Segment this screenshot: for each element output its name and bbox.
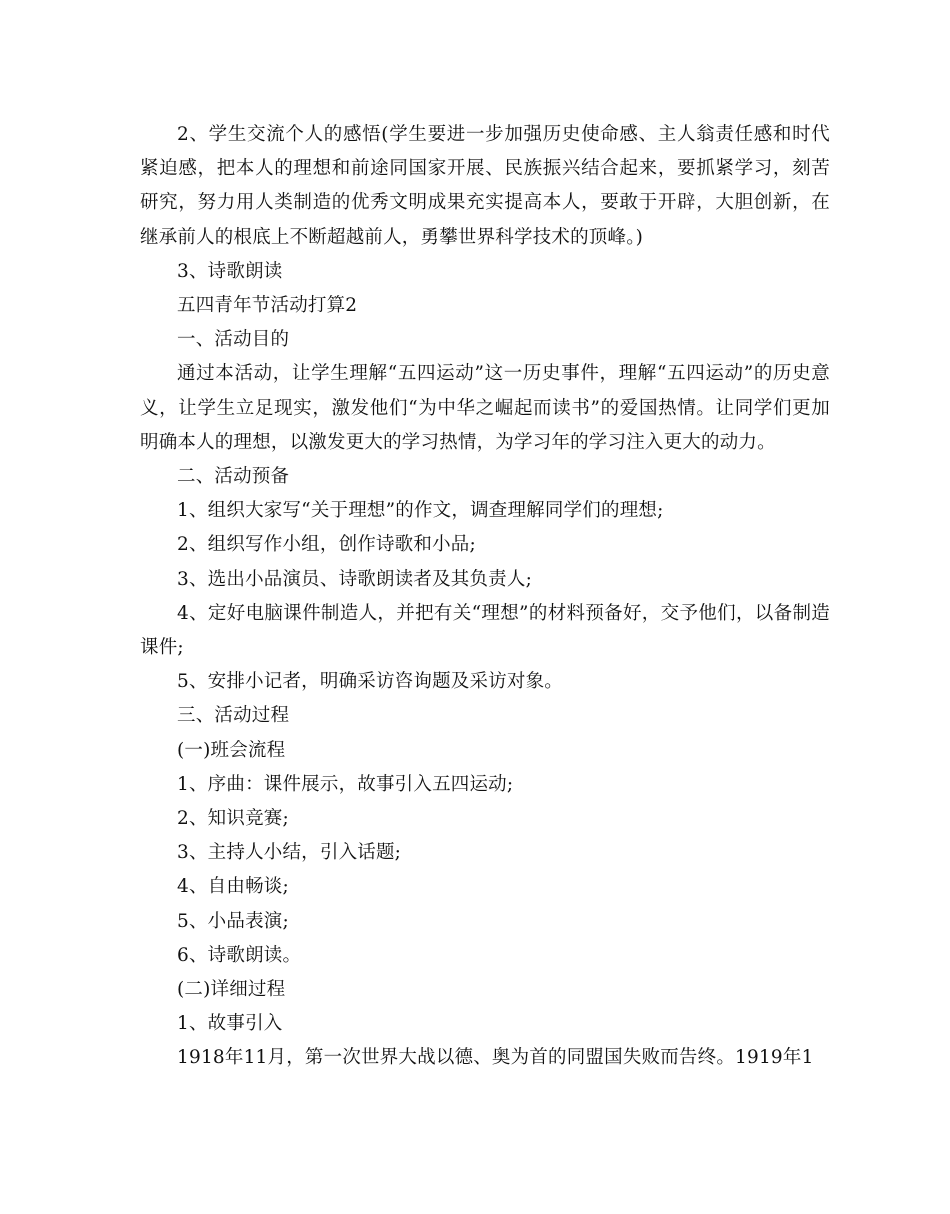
heading-activity-purpose: 一、活动目的 <box>177 329 290 351</box>
section-title-plan-2: 五四青年节活动打算2 <box>177 295 358 317</box>
list-item-prep-1: 1、组织大家写“关于理想”的作文，调查理解同学们的理想; <box>177 500 664 522</box>
list-item-flow-4: 4、自由畅谈; <box>177 876 289 898</box>
list-item-story-intro: 1、故事引入 <box>177 1013 283 1035</box>
list-item-flow-6: 6、诗歌朗读。 <box>177 944 302 966</box>
list-item-flow-1: 1、序曲：课件展示，故事引入五四运动; <box>177 773 514 795</box>
paragraph-history-1918: 1918年11月，第一次世界大战以德、奥为首的同盟国失败而告终。1919年1 <box>177 1047 814 1069</box>
list-item-flow-2: 2、知识竞赛; <box>177 808 289 830</box>
paragraph-poem-reading: 3、诗歌朗读 <box>177 260 283 282</box>
heading-activity-process: 三、活动过程 <box>177 705 290 727</box>
subheading-class-meeting-flow: (一)班会流程 <box>177 739 286 761</box>
subheading-detailed-process: (二)详细过程 <box>177 979 286 1001</box>
list-item-prep-4: 4、定好电脑课件制造人，并把有关“理想”的材料预备好，交予他们，以备制造课件; <box>140 602 830 659</box>
list-item-prep-2: 2、组织写作小组，创作诗歌和小品; <box>177 534 476 556</box>
paragraph-activity-purpose: 通过本活动，让学生理解“五四运动”这一历史事件，理解“五四运动”的历史意义，让学生立足现实，激发他们“为中华之崛起而读书”的爱国热情。让同学们更加明确本人的理想，以激发更大的学习热情，为学习年的学习注入更大的动力。 <box>140 363 830 453</box>
paragraph-student-reflection: 2、学生交流个人的感悟(学生要进一步加强历史使命感、主人翁责任感和时代紧迫感，把本人的理想和前途同国家开展、民族振兴结合起来，要抓紧学习，刻苦研究，努力用人类制造的优秀文明成果充实提高本人，要敢于开辟，大胆创新，在继承前人的根底上不断超越前人，勇攀世界科学技术的顶峰。) <box>140 124 830 248</box>
list-item-prep-5: 5、安排小记者，明确采访咨询题及采访对象。 <box>177 671 563 693</box>
list-item-prep-3: 3、选出小品演员、诗歌朗读者及其负责人; <box>177 568 533 590</box>
list-item-flow-5: 5、小品表演; <box>177 910 289 932</box>
heading-activity-preparation: 二、活动预备 <box>177 466 290 488</box>
document-body <box>140 118 830 1076</box>
list-item-flow-3: 3、主持人小结，引入话题; <box>177 842 402 864</box>
